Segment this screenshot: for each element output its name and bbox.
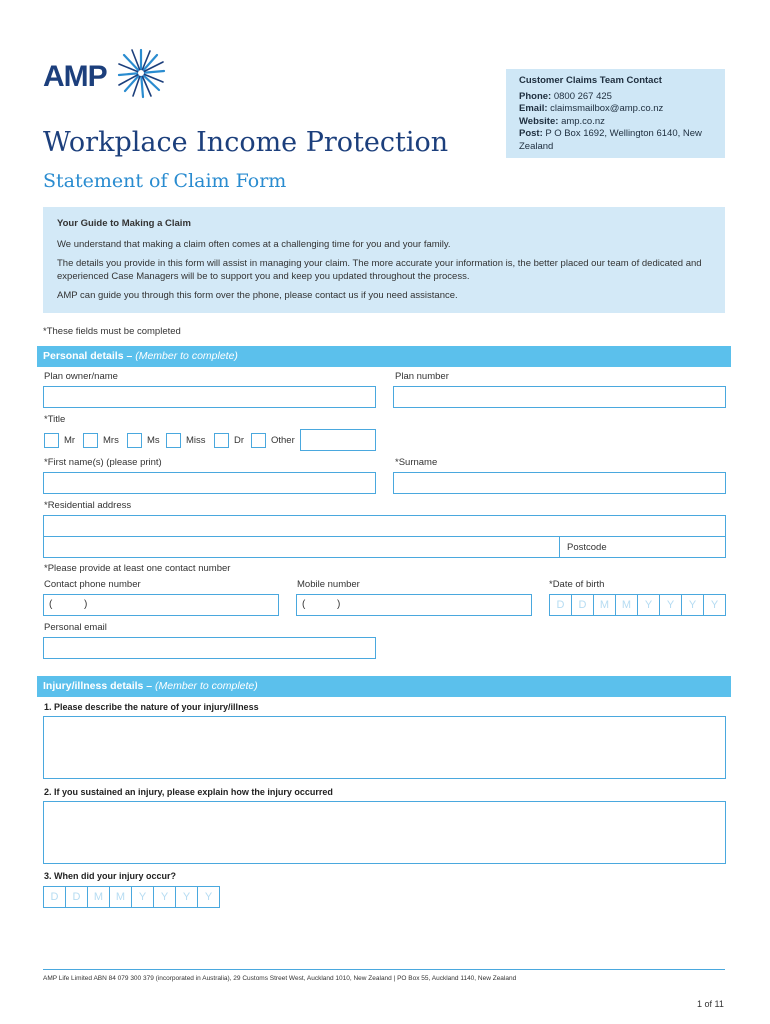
guide-paragraph-2: The details you provide in this form will assist in managing your claim. The more accurate your information is, the better placed our team of dedicated and experienced Case Managers will be to support you and keep you updated throughout the process. (57, 258, 702, 282)
first-name-label: *First name(s) (please print) (44, 457, 162, 468)
title-label: *Title (44, 414, 66, 425)
personal-section-header (37, 346, 731, 367)
injury-how-field[interactable] (43, 801, 726, 864)
post-value: P O Box 1692, Wellington 6140, New Zealand (519, 128, 702, 152)
injury-date-field[interactable] (43, 886, 220, 908)
phone-paren-open: ( (49, 599, 53, 610)
guide-heading: Your Guide to Making a Claim (57, 218, 191, 229)
title-miss-label: Miss (186, 435, 206, 446)
injury-year-4[interactable]: Y (204, 891, 213, 903)
mobile-field[interactable] (296, 594, 532, 616)
injury-day-1[interactable]: D (44, 887, 66, 907)
postcode-label: Postcode (567, 542, 607, 553)
mobile-label: Mobile number (297, 579, 360, 590)
title-mrs-label: Mrs (103, 435, 119, 446)
guide-box (43, 207, 725, 313)
address-label: *Residential address (44, 500, 132, 511)
page-subtitle: Statement of Claim Form (43, 170, 287, 192)
footer-text: AMP Life Limited ABN 84 079 300 379 (incorporated in Australia), 29 Customs Street West, Auckland 1010, New Zealand | PO Box 55, Auckland 1140, New Zealand (43, 975, 517, 982)
phone-label: Phone: (519, 90, 552, 102)
contact-box (506, 69, 725, 158)
guide-paragraph-1: We understand that making a claim often comes at a challenging time for you and your family. (57, 238, 451, 250)
postcode-divider (559, 536, 560, 558)
mobile-paren-open: ( (302, 599, 306, 610)
website-label: Website: (519, 115, 559, 127)
title-other-field[interactable] (300, 429, 376, 451)
page-number: 1 of 11 (697, 999, 724, 1009)
dob-label: *Date of birth (549, 579, 605, 590)
dob-field[interactable] (549, 594, 726, 616)
surname-label: *Surname (395, 457, 438, 468)
personal-email-field[interactable] (43, 637, 376, 659)
injury-section-sub: (Member to complete) (155, 680, 258, 692)
injury-day-2[interactable]: D (66, 887, 88, 907)
contact-heading: Customer Claims Team Contact (519, 75, 662, 86)
dob-year-4[interactable]: Y (710, 599, 719, 611)
title-miss-checkbox[interactable] (166, 433, 181, 448)
email-value[interactable]: claimsmailbox@amp.co.nz (550, 103, 664, 114)
contact-number-note: *Please provide at least one contact number (44, 563, 231, 574)
first-name-field[interactable] (43, 472, 376, 494)
amp-star-icon (113, 45, 169, 101)
dob-year-2[interactable]: Y (660, 595, 682, 615)
injury-year-1[interactable]: Y (132, 887, 154, 907)
personal-section-sub: (Member to complete) (135, 350, 238, 362)
page-title: Workplace Income Protection (43, 127, 449, 158)
guide-paragraph-3: AMP can guide you through this form over the phone, please contact us if you need assistance. (57, 290, 458, 301)
email-label: Email: (519, 103, 548, 114)
phone-value: 0800 267 425 (553, 90, 612, 102)
contact-phone-label: Contact phone number (44, 579, 141, 590)
title-mr-checkbox[interactable] (44, 433, 59, 448)
personal-email-label: Personal email (44, 622, 107, 633)
title-mr-label: Mr (64, 435, 76, 446)
injury-month-2[interactable]: M (110, 887, 132, 907)
title-ms-checkbox[interactable] (127, 433, 142, 448)
title-other-label: Other (271, 435, 295, 446)
dob-month-1[interactable]: M (594, 595, 616, 615)
plan-owner-label: Plan owner/name (44, 371, 118, 382)
amp-logo-text: AMP (43, 60, 107, 93)
dob-day-1[interactable]: D (550, 595, 572, 615)
website-value[interactable]: amp.co.nz (561, 115, 605, 127)
injury-nature-field[interactable] (43, 716, 726, 779)
plan-number-label: Plan number (395, 371, 449, 382)
dob-day-2[interactable]: D (572, 595, 594, 615)
title-dr-label: Dr (234, 435, 245, 446)
title-other-checkbox[interactable] (251, 433, 266, 448)
injury-month-1[interactable]: M (88, 887, 110, 907)
injury-section-header (37, 676, 731, 697)
personal-section-title: Personal details – (43, 350, 136, 362)
injury-year-3[interactable]: Y (176, 887, 198, 907)
surname-field[interactable] (393, 472, 726, 494)
title-ms-label: Ms (147, 435, 160, 446)
dob-month-2[interactable]: M (616, 595, 638, 615)
plan-owner-field[interactable] (43, 386, 376, 408)
required-note: *These fields must be completed (43, 326, 181, 337)
injury-question-1: 1. Please describe the nature of your injury/illness (44, 702, 259, 712)
footer-divider (43, 969, 725, 970)
post-label: Post: (519, 128, 543, 139)
address-divider (43, 536, 726, 537)
phone-paren-close: ) (84, 599, 88, 610)
contact-phone-field[interactable] (43, 594, 279, 616)
injury-year-2[interactable]: Y (154, 887, 176, 907)
injury-question-3: 3. When did your injury occur? (44, 871, 177, 881)
plan-number-field[interactable] (393, 386, 726, 408)
dob-year-3[interactable]: Y (682, 595, 704, 615)
title-mrs-checkbox[interactable] (83, 433, 98, 448)
mobile-paren-close: ) (337, 599, 341, 610)
injury-section-title: Injury/illness details – (43, 680, 156, 692)
title-dr-checkbox[interactable] (214, 433, 229, 448)
injury-question-2: 2. If you sustained an injury, please explain how the injury occurred (44, 787, 333, 797)
dob-year-1[interactable]: Y (638, 595, 660, 615)
